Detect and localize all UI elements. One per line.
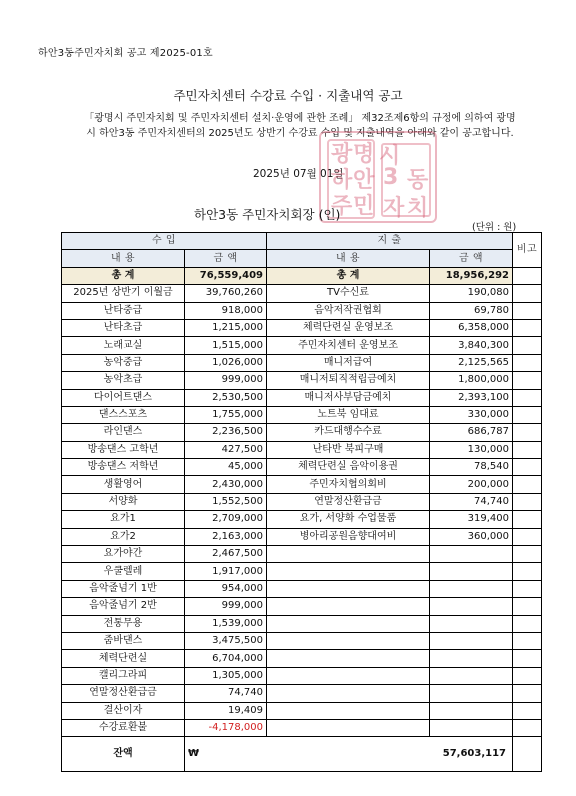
table-row [62,528,542,545]
table-row [62,650,542,667]
expense-amount: 2,125,565 [430,354,513,371]
expense-item [267,546,430,563]
expense-amount [430,719,513,736]
balance-amount: 57,603,117 [430,737,513,772]
expense-amount: 360,000 [430,528,513,545]
income-amount: -4,178,000 [185,719,267,736]
expense-item [267,702,430,719]
table-row [62,685,542,702]
income-amount: 2,163,000 [185,528,267,545]
remarks-cell [513,737,542,772]
table-row [62,598,542,615]
table-row [62,406,542,423]
income-item: 캘리그라피 [62,667,185,684]
expense-amount: 686,787 [430,424,513,441]
seal-glyph: 시 [379,144,401,169]
expense-amount: 319,400 [430,511,513,528]
expense-item: 음악저작권협회 [267,302,430,319]
currency-symbol: ₩ [185,737,430,772]
unit-label: (단위 : 원) [472,222,517,233]
expense-total-label: 총 계 [267,267,430,284]
income-amount-header: 금 액 [185,250,267,267]
income-item-header: 내 용 [62,250,185,267]
income-amount: 2,430,000 [185,476,267,493]
income-amount: 6,704,000 [185,650,267,667]
income-item: 전통무용 [62,615,185,632]
expense-amount: 74,740 [430,493,513,510]
table-row [62,337,542,354]
table-row [62,319,542,336]
expense-item [267,632,430,649]
expense-item: 매니저사부담금예치 [267,389,430,406]
seal-glyph: 명 [353,142,375,167]
remarks-cell [513,424,542,441]
expense-header: 지 출 [267,233,513,250]
income-item: 요가1 [62,511,185,528]
seal-glyph: 3 [383,165,399,190]
expense-item: 주민자치센터 운영보조 [267,337,430,354]
table-row [62,667,542,684]
income-item: 요가야간 [62,546,185,563]
income-item: 라인댄스 [62,424,185,441]
document-number: 하안3동주민자치회 공고 제2025-01호 [38,48,213,59]
remarks-cell [513,632,542,649]
income-amount: 954,000 [185,580,267,597]
table-row [62,389,542,406]
expense-amount [430,546,513,563]
income-amount: 1,215,000 [185,319,267,336]
income-amount: 1,305,000 [185,667,267,684]
seal-glyph: 자 [383,196,405,221]
income-item: 결산이자 [62,702,185,719]
table-row [62,459,542,476]
income-amount: 1,552,500 [185,493,267,510]
table-row [62,424,542,441]
remarks-cell [513,580,542,597]
remarks-cell [513,650,542,667]
income-item: 농악초급 [62,372,185,389]
expense-amount: 200,000 [430,476,513,493]
income-amount: 1,917,000 [185,563,267,580]
income-amount: 999,000 [185,372,267,389]
remarks-cell [513,354,542,371]
expense-amount-header: 금 액 [430,250,513,267]
expense-item [267,719,430,736]
intro-paragraph: 「광명시 주민자치회 및 주민자치센터 설치·운영에 관한 조례」 제32조제6항의 규정에 의하여 광명시 하안3동 주민자치센터의 2025년도 상반기 수강료 수입 및 지출내역을 아래와 같이 공고합니다. [84,113,516,139]
income-item: 방송댄스 저학년 [62,459,185,476]
expense-item: 요가, 서양화 수업물품 [267,511,430,528]
income-amount: 2,530,500 [185,389,267,406]
remarks-header: 비고 [513,233,542,268]
expense-amount [430,685,513,702]
income-item: 다이어트댄스 [62,389,185,406]
remarks-cell [513,337,542,354]
expense-amount: 78,540 [430,459,513,476]
expense-amount: 330,000 [430,406,513,423]
remarks-cell [513,598,542,615]
income-item: 난타중급 [62,302,185,319]
expense-item: 연말정산환급금 [267,493,430,510]
table-row [62,476,542,493]
table-row [62,441,542,458]
income-item: 음악줄넘기 1반 [62,580,185,597]
remarks-cell [513,511,542,528]
remarks-cell [513,285,542,302]
remarks-cell [513,528,542,545]
remarks-cell [513,685,542,702]
income-item: 댄스스포츠 [62,406,185,423]
expense-item [267,615,430,632]
table-row [62,354,542,371]
balance-label: 잔액 [62,737,185,772]
expense-item-header: 내 용 [267,250,430,267]
expense-amount [430,667,513,684]
remarks-cell [513,267,542,284]
table-row [62,615,542,632]
expense-item: 체력단련실 운영보조 [267,319,430,336]
table-row [62,632,542,649]
seal-glyph: 민 [353,194,375,219]
table-row [62,563,542,580]
seal-glyph: 치 [407,196,429,221]
expense-item: 매니저급여 [267,354,430,371]
table-row [62,702,542,719]
expense-item: 매니저퇴직적립금예치 [267,372,430,389]
table-row [62,511,542,528]
income-amount: 74,740 [185,685,267,702]
remarks-cell [513,319,542,336]
announcement-date: 2025년 07월 01일 [253,168,344,180]
expense-item [267,580,430,597]
income-amount: 3,475,500 [185,632,267,649]
seal-glyph: 광 [331,142,353,167]
income-amount: 19,409 [185,702,267,719]
expense-amount [430,632,513,649]
section-header-row [62,233,542,250]
income-amount: 39,760,260 [185,285,267,302]
income-expense-table [61,232,542,772]
expense-amount: 6,358,000 [430,319,513,336]
expense-amount [430,702,513,719]
table-row [62,372,542,389]
table-row [62,493,542,510]
income-amount: 45,000 [185,459,267,476]
remarks-cell [513,476,542,493]
expense-amount [430,598,513,615]
expense-amount [430,580,513,597]
expense-item: 카드대행수수료 [267,424,430,441]
remarks-cell [513,719,542,736]
remarks-cell [513,546,542,563]
income-total-label: 총 계 [62,267,185,284]
expense-item [267,667,430,684]
expense-item: 노트북 임대료 [267,406,430,423]
table-row [62,546,542,563]
income-item: 농악중급 [62,354,185,371]
balance-row [62,737,542,772]
remarks-cell [513,667,542,684]
expense-total-amount: 18,956,292 [430,267,513,284]
expense-amount: 69,780 [430,302,513,319]
remarks-cell [513,302,542,319]
income-amount: 1,026,000 [185,354,267,371]
expense-item: 주민자치협의회비 [267,476,430,493]
remarks-cell [513,493,542,510]
remarks-cell [513,441,542,458]
document-title: 주민자치센터 수강료 수입 · 지출내역 공고 [173,88,403,103]
expense-item: TV수신료 [267,285,430,302]
expense-item: 체력단련실 음악이용권 [267,459,430,476]
remarks-cell [513,372,542,389]
income-item: 줌바댄스 [62,632,185,649]
income-item: 2025년 상반기 이월금 [62,285,185,302]
income-total-amount: 76,559,409 [185,267,267,284]
column-header-row [62,250,542,267]
income-amount: 1,539,000 [185,615,267,632]
income-item: 음악줄넘기 2반 [62,598,185,615]
income-item: 수강료환불 [62,719,185,736]
signer-line: 하안3동 주민자치회장 (인) [194,207,341,222]
expense-amount: 190,080 [430,285,513,302]
expense-item [267,598,430,615]
table-row [62,580,542,597]
table-row [62,285,542,302]
income-item: 난타초급 [62,319,185,336]
income-item: 노래교실 [62,337,185,354]
remarks-cell [513,702,542,719]
expense-item [267,685,430,702]
income-item: 우쿨렐레 [62,563,185,580]
expense-amount: 1,800,000 [430,372,513,389]
expense-item: 병아리공원음향대여비 [267,528,430,545]
expense-amount [430,563,513,580]
expense-item: 난타반 북피구매 [267,441,430,458]
income-item: 요가2 [62,528,185,545]
income-amount: 999,000 [185,598,267,615]
expense-amount: 2,393,100 [430,389,513,406]
remarks-cell [513,563,542,580]
table-row [62,719,542,736]
remarks-cell [513,389,542,406]
income-amount: 427,500 [185,441,267,458]
income-amount: 1,755,000 [185,406,267,423]
expense-amount: 3,840,300 [430,337,513,354]
remarks-cell [513,459,542,476]
income-item: 생활영어 [62,476,185,493]
expense-amount [430,615,513,632]
seal-glyph: 동 [407,168,429,193]
expense-item [267,563,430,580]
expense-amount: 130,000 [430,441,513,458]
table-row [62,302,542,319]
seal-glyph: 하 [331,168,353,193]
income-amount: 918,000 [185,302,267,319]
income-amount: 1,515,000 [185,337,267,354]
income-item: 방송댄스 고학년 [62,441,185,458]
seal-glyph: 안 [353,168,375,193]
income-item: 서양화 [62,493,185,510]
income-amount: 2,236,500 [185,424,267,441]
seal-glyph: 주 [331,194,353,219]
remarks-cell [513,615,542,632]
expense-item [267,650,430,667]
income-amount: 2,467,500 [185,546,267,563]
remarks-cell [513,406,542,423]
expense-amount [430,650,513,667]
income-amount: 2,709,000 [185,511,267,528]
income-item: 체력단련실 [62,650,185,667]
income-item: 연말정산환급금 [62,685,185,702]
income-header: 수 입 [62,233,267,250]
total-row [62,267,542,284]
